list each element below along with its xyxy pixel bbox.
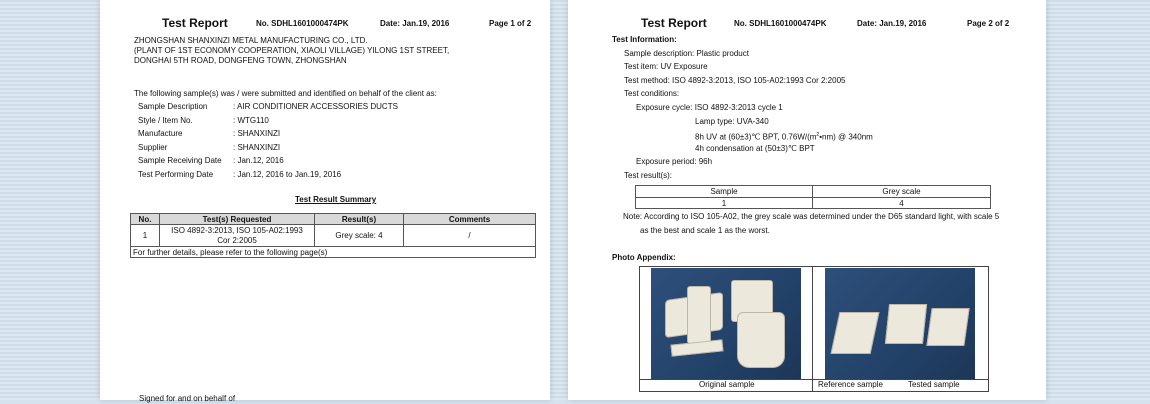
- table-row: [636, 198, 991, 209]
- uv-condition-superscript: 2: [816, 132, 820, 138]
- exposure-period: Exposure period: 96h: [636, 157, 713, 166]
- page-number: Page 1 of 2: [489, 19, 532, 28]
- note-line: as the best and scale 1 as the worst.: [640, 226, 770, 235]
- tested-sample-piece: [926, 308, 969, 346]
- photo-divider: [812, 267, 813, 391]
- table-cell: Grey scale: 4: [315, 225, 404, 247]
- table-footer: For further details, please refer to the following page(s): [131, 247, 536, 258]
- address-line: DONGHAI 5TH ROAD, DONGFENG TOWN, ZHONGSHAN: [134, 56, 347, 65]
- caption-reference-sample: Reference sample: [818, 380, 883, 389]
- condensation-condition: 4h condensation at (50±3)℃ BPT: [695, 144, 815, 153]
- table-cell: [160, 225, 315, 247]
- uv-condition: [695, 130, 873, 143]
- note-line: Note: According to ISO 105-A02, the grey scale was determined under the D65 standard light, with scale 5: [623, 212, 1000, 221]
- address-line: (PLANT OF 1ST ECONOMY COOPERATION, XIAOLI VILLAGE) YILONG 1ST STREET,: [134, 46, 450, 55]
- field-label: Sample Description: [138, 102, 208, 111]
- original-sample-photo: [651, 268, 801, 379]
- report-number: No. SDHL1601000474PK: [256, 19, 349, 28]
- field-value: : AIR CONDITIONER ACCESSORIES DUCTS: [233, 102, 398, 111]
- field-label: Test Performing Date: [138, 170, 214, 179]
- duct-rail-piece: [671, 339, 724, 356]
- field-label: Sample Receiving Date: [138, 156, 222, 165]
- field-value: : Jan.12, 2016 to Jan.19, 2016: [233, 170, 342, 179]
- report-page-1: [100, 0, 550, 403]
- table-cell: 4: [813, 198, 991, 209]
- report-page-2: [568, 0, 1046, 400]
- test-item: Test item: UV Exposure: [624, 62, 708, 71]
- test-method: Test method: ISO 4892-3:2013, ISO 105-A02:1993 Cor 2:2005: [624, 76, 846, 85]
- field-value: : WTG110: [233, 116, 269, 125]
- caption-tested-sample: Tested sample: [908, 380, 960, 389]
- report-title: Test Report: [641, 16, 707, 30]
- table-cell: 1: [131, 225, 160, 247]
- report-date: Date: Jan.19, 2016: [380, 19, 450, 28]
- duct-tee-branch: [687, 286, 711, 344]
- test-information-title: Test Information:: [612, 35, 677, 44]
- test-results-title: Test result(s):: [624, 171, 673, 180]
- page-number: Page 2 of 2: [967, 19, 1010, 28]
- table-row: [131, 225, 536, 247]
- header-cell: Result(s): [315, 214, 404, 225]
- header-cell: Sample: [636, 186, 813, 198]
- header-cell: Grey scale: [813, 186, 991, 198]
- reference-sample-piece: [831, 312, 880, 354]
- report-date: Date: Jan.19, 2016: [857, 19, 927, 28]
- signature-line: Signed for and on behalf of: [139, 394, 236, 403]
- field-label: Manufacture: [138, 129, 183, 138]
- client-address: [134, 36, 449, 66]
- table-cell: 1: [636, 198, 813, 209]
- result-table: [635, 185, 991, 209]
- test-conditions: Test conditions:: [624, 89, 680, 98]
- table-cell: /: [404, 225, 536, 247]
- field-value: : SHANXINZI: [233, 129, 281, 138]
- field-value: : Jan.12, 2016: [233, 156, 284, 165]
- address-line: ZHONGSHAN SHANXINZI METAL MANUFACTURING CO., LTD.: [134, 36, 368, 45]
- intro-text: The following sample(s) was / were submitted and identified on behalf of the client as:: [134, 89, 437, 98]
- tested-sample-piece: [885, 304, 927, 344]
- photo-appendix-title: Photo Appendix:: [612, 253, 676, 262]
- header-cell: Test(s) Requested: [160, 214, 315, 225]
- duct-end-cap: [737, 312, 785, 368]
- lamp-type: Lamp type: UVA-340: [695, 117, 769, 126]
- test-requested-line: Cor 2:2005: [217, 235, 257, 245]
- reference-tested-photo: [825, 268, 975, 379]
- field-value: : SHANXINZI: [233, 143, 281, 152]
- uv-condition-text: •nm) @ 340nm: [819, 132, 873, 142]
- field-label: Style / Item No.: [138, 116, 193, 125]
- header-cell: Comments: [404, 214, 536, 225]
- header-cell: No.: [131, 214, 160, 225]
- photo-appendix-frame: [639, 266, 989, 392]
- report-title: Test Report: [162, 16, 228, 30]
- uv-condition-text: 8h UV at (60±3)℃ BPT, 0.76W/(m: [695, 132, 817, 142]
- report-number: No. SDHL1601000474PK: [734, 19, 827, 28]
- caption-original-sample: Original sample: [699, 380, 755, 389]
- summary-table: [130, 213, 536, 258]
- field-label: Supplier: [138, 143, 168, 152]
- test-requested-line: ISO 4892-3:2013, ISO 105-A02:1993: [171, 225, 303, 235]
- sample-description: Sample description: Plastic product: [624, 49, 749, 58]
- exposure-cycle: Exposure cycle: ISO 4892-3:2013 cycle 1: [636, 103, 783, 112]
- summary-title: Test Result Summary: [295, 195, 377, 204]
